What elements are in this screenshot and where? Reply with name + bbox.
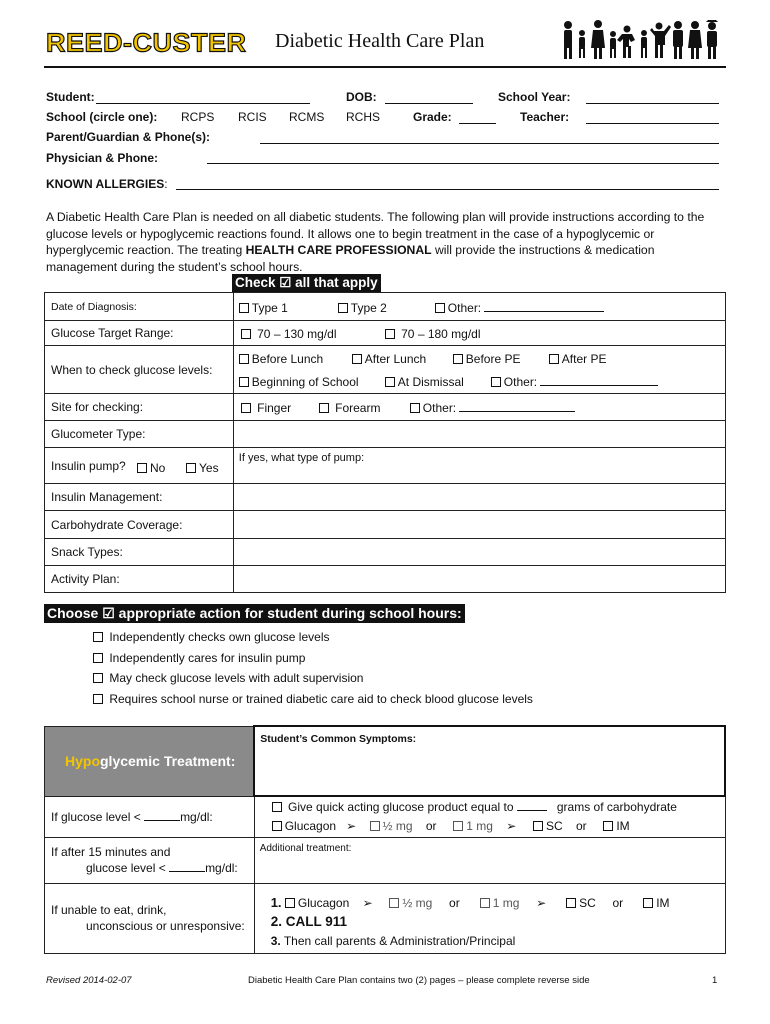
checkbox-icon[interactable] [93, 673, 103, 683]
when-other-field[interactable] [540, 376, 658, 386]
checkbox-icon[interactable] [319, 403, 329, 413]
glucagon-line: Glucagon ➢ ½ mg or 1 mg ➢ SC or IM [272, 819, 630, 833]
teacher-label: Teacher: [520, 110, 570, 124]
row1-label: If glucose level < mg/dl: [45, 796, 255, 837]
step1-sc-option[interactable]: SC [566, 896, 596, 910]
after-pe-option[interactable]: After PE [549, 352, 607, 366]
checkbox-icon[interactable] [453, 821, 463, 831]
checkbox-icon[interactable] [93, 653, 103, 663]
checkbox-icon[interactable] [239, 303, 249, 313]
intro-paragraph: A Diabetic Health Care Plan is needed on all diabetic students. The following plan will provide instructions according to the glucose levels or hypoglycemic reactions found. It allows one to begin treatment in the case of a hypoglycemic or hyperglycemic reaction. The treating HEALTH CARE PROFESSIONAL will provide the instructions & medication management during the student’s school hours. [46, 210, 705, 274]
site-label: Site for checking: [45, 394, 234, 421]
row2-glucose-field[interactable] [169, 862, 205, 872]
type1-option[interactable]: Type 1 [239, 301, 288, 315]
school-logo: REED-CUSTER [46, 28, 247, 58]
student-label: Student: [46, 90, 95, 104]
hypo-title: Hypoglycemic Treatment: [65, 753, 236, 769]
row2-label: If after 15 minutes and glucose level < mg/dl: [45, 837, 255, 883]
school-option-rchs[interactable]: RCHS [346, 110, 381, 124]
parent-label: Parent/Guardian & Phone(s): [46, 130, 211, 144]
glucometer-label: Glucometer Type: [45, 421, 234, 448]
choose-item-adult-supervision[interactable]: May check glucose levels with adult supervision [93, 671, 363, 685]
target-range-label: Glucose Target Range: [45, 321, 234, 346]
quick-glucose-option[interactable]: Give quick acting glucose product equal to grams of carbohydrate [272, 800, 677, 814]
physician-field[interactable] [207, 163, 719, 164]
hypo-title-cell [45, 726, 255, 796]
checkbox-icon[interactable] [352, 354, 362, 364]
pump-yes-option[interactable]: Yes [186, 461, 219, 475]
when-check-label: When to check glucose levels: [45, 346, 234, 394]
choose-action-heading: Choose ☑ appropriate action for student during school hours: [44, 604, 465, 623]
checkbox-icon[interactable] [239, 354, 249, 364]
checkbox-icon[interactable] [272, 802, 282, 812]
checkbox-icon[interactable] [370, 821, 380, 831]
school-option-rcms[interactable]: RCMS [289, 110, 325, 124]
activity-plan-field[interactable] [233, 566, 725, 593]
symptoms-label: Student’s Common Symptoms: [260, 733, 417, 745]
revised-date: Revised 2014-02-07 [46, 975, 132, 986]
type2-option[interactable]: Type 2 [338, 301, 387, 315]
snack-types-label: Snack Types: [45, 539, 234, 566]
emergency-steps-cell [254, 883, 725, 953]
school-year-label: School Year: [498, 90, 571, 104]
checkbox-icon[interactable] [186, 463, 196, 473]
checkbox-icon[interactable] [385, 377, 395, 387]
arrow-icon: ➢ [362, 895, 373, 910]
pump-no-option[interactable]: No [137, 461, 165, 475]
beginning-school-option[interactable]: Beginning of School [239, 375, 359, 389]
diagnosis-other-field[interactable] [484, 302, 604, 312]
diagnosis-cell [233, 293, 725, 321]
activity-plan-label: Activity Plan: [45, 566, 234, 593]
grade-field[interactable] [459, 123, 496, 124]
arrow-icon: ➢ [536, 895, 547, 910]
checkbox-icon[interactable] [389, 898, 399, 908]
insulin-management-field[interactable] [233, 484, 725, 511]
pump-type-cell[interactable] [233, 448, 725, 484]
school-option-rcps[interactable]: RCPS [181, 110, 215, 124]
checkbox-icon[interactable] [549, 354, 559, 364]
checkbox-icon[interactable] [480, 898, 490, 908]
step1-line: 1. Glucagon ➢ ½ mg or 1 mg ➢ SC or IM [270, 894, 670, 910]
step3-call-parents: 3. Then call parents & Administration/Principal [270, 933, 516, 948]
before-pe-option[interactable]: Before PE [453, 352, 521, 366]
school-option-rcis[interactable]: RCIS [238, 110, 267, 124]
glucagon-option[interactable]: Glucagon [272, 819, 336, 833]
student-field[interactable] [96, 103, 310, 104]
before-lunch-option[interactable]: Before Lunch [239, 352, 323, 366]
checkbox-icon[interactable] [533, 821, 543, 831]
document-title: Diabetic Health Care Plan [275, 30, 485, 52]
pump-label-cell [45, 448, 234, 484]
after-lunch-option[interactable]: After Lunch [352, 352, 426, 366]
arrow-icon: ➢ [506, 819, 517, 833]
step1-glucagon-option[interactable]: Glucagon [285, 896, 349, 910]
checkbox-icon[interactable] [410, 403, 420, 413]
carb-coverage-field[interactable] [233, 511, 725, 539]
step1-im-option[interactable]: IM [643, 896, 669, 910]
glucometer-field[interactable] [233, 421, 725, 448]
parent-field[interactable] [260, 143, 719, 144]
snack-types-field[interactable] [233, 539, 725, 566]
checkbox-icon[interactable] [435, 303, 445, 313]
header-divider [44, 66, 726, 68]
dob-label: DOB: [346, 90, 377, 104]
site-cell [233, 394, 725, 421]
site-other-field[interactable] [459, 402, 575, 412]
site-other-option[interactable]: Other: [410, 401, 576, 415]
im-option[interactable]: IM [603, 819, 629, 833]
when-other-option[interactable]: Other: [491, 375, 659, 389]
at-dismissal-option[interactable]: At Dismissal [385, 375, 464, 389]
diagnosis-other-option[interactable]: Other: [435, 301, 605, 315]
step1-half-mg-option[interactable]: ½ mg [389, 896, 432, 910]
checkbox-icon[interactable] [566, 898, 576, 908]
checkbox-icon[interactable] [93, 694, 103, 704]
checkbox-icon[interactable] [603, 821, 613, 831]
row3-label: If unable to eat, drink, unconscious or unresponsive: [45, 883, 255, 953]
hypoglycemic-table [44, 725, 726, 954]
footer-note: Diabetic Health Care Plan contains two (2) pages – please complete reverse side [248, 975, 590, 986]
family-silhouette-icon [560, 20, 726, 60]
check-all-heading: Check ☑ all that apply [232, 274, 381, 292]
row1-glucose-field[interactable] [144, 811, 180, 821]
pump-type-label: If yes, what type of pump: [238, 452, 365, 464]
checkbox-icon[interactable] [338, 303, 348, 313]
range-180-option[interactable]: 70 – 180 mg/dl [385, 327, 481, 341]
choose-item-cares-pump[interactable]: Independently cares for insulin pump [93, 651, 305, 665]
carb-coverage-label: Carbohydrate Coverage: [45, 511, 234, 539]
step1-one-mg-option[interactable]: 1 mg [480, 896, 520, 910]
additional-treatment-label: Additional treatment: [259, 842, 352, 854]
checkbox-icon[interactable] [239, 377, 249, 387]
checkbox-icon[interactable] [643, 898, 653, 908]
arrow-icon: ➢ [346, 819, 357, 833]
page-number: 1 [712, 975, 718, 986]
one-mg-option[interactable]: 1 mg [453, 819, 493, 833]
dob-field[interactable] [385, 103, 473, 104]
row1-treatment-cell [254, 796, 725, 837]
checkbox-icon[interactable] [285, 898, 295, 908]
checkbox-icon[interactable] [272, 821, 282, 831]
finger-option[interactable]: Finger [241, 401, 291, 415]
checkbox-icon[interactable] [137, 463, 147, 473]
checkbox-icon[interactable] [241, 403, 251, 413]
teacher-field[interactable] [586, 123, 719, 124]
physician-label: Physician & Phone: [46, 151, 159, 165]
range-130-option[interactable]: 70 – 130 mg/dl [241, 327, 337, 341]
forearm-option[interactable]: Forearm [319, 401, 381, 415]
pump-label: Insulin pump? [51, 458, 126, 473]
step2-call-911: 2. CALL 911 [270, 913, 348, 929]
carb-grams-field[interactable] [517, 801, 547, 811]
checkbox-icon[interactable] [453, 354, 463, 364]
half-mg-option[interactable]: ½ mg [370, 819, 413, 833]
grade-label: Grade: [413, 110, 452, 124]
additional-treatment-cell[interactable] [254, 837, 725, 883]
checkbox-icon[interactable] [241, 329, 251, 339]
school-year-field[interactable] [586, 103, 719, 104]
checkbox-icon[interactable] [491, 377, 501, 387]
check-table [44, 292, 726, 593]
checkbox-icon[interactable] [93, 632, 103, 642]
target-range-cell [233, 321, 725, 346]
choose-item-requires-nurse[interactable]: Requires school nurse or trained diabetic care aid to check blood glucose levels [93, 692, 533, 706]
allergies-label: KNOWN ALLERGIES: [46, 177, 168, 191]
symptoms-cell[interactable] [254, 726, 725, 796]
insulin-management-label: Insulin Management: [45, 484, 234, 511]
when-check-cell [233, 346, 725, 394]
sc-option[interactable]: SC [533, 819, 563, 833]
checkbox-icon[interactable] [385, 329, 395, 339]
allergies-field[interactable] [176, 189, 719, 190]
diagnosis-label: Date of Diagnosis: [45, 293, 234, 321]
school-label: School (circle one): [46, 110, 158, 124]
choose-item-checks-glucose[interactable]: Independently checks own glucose levels [93, 630, 329, 644]
